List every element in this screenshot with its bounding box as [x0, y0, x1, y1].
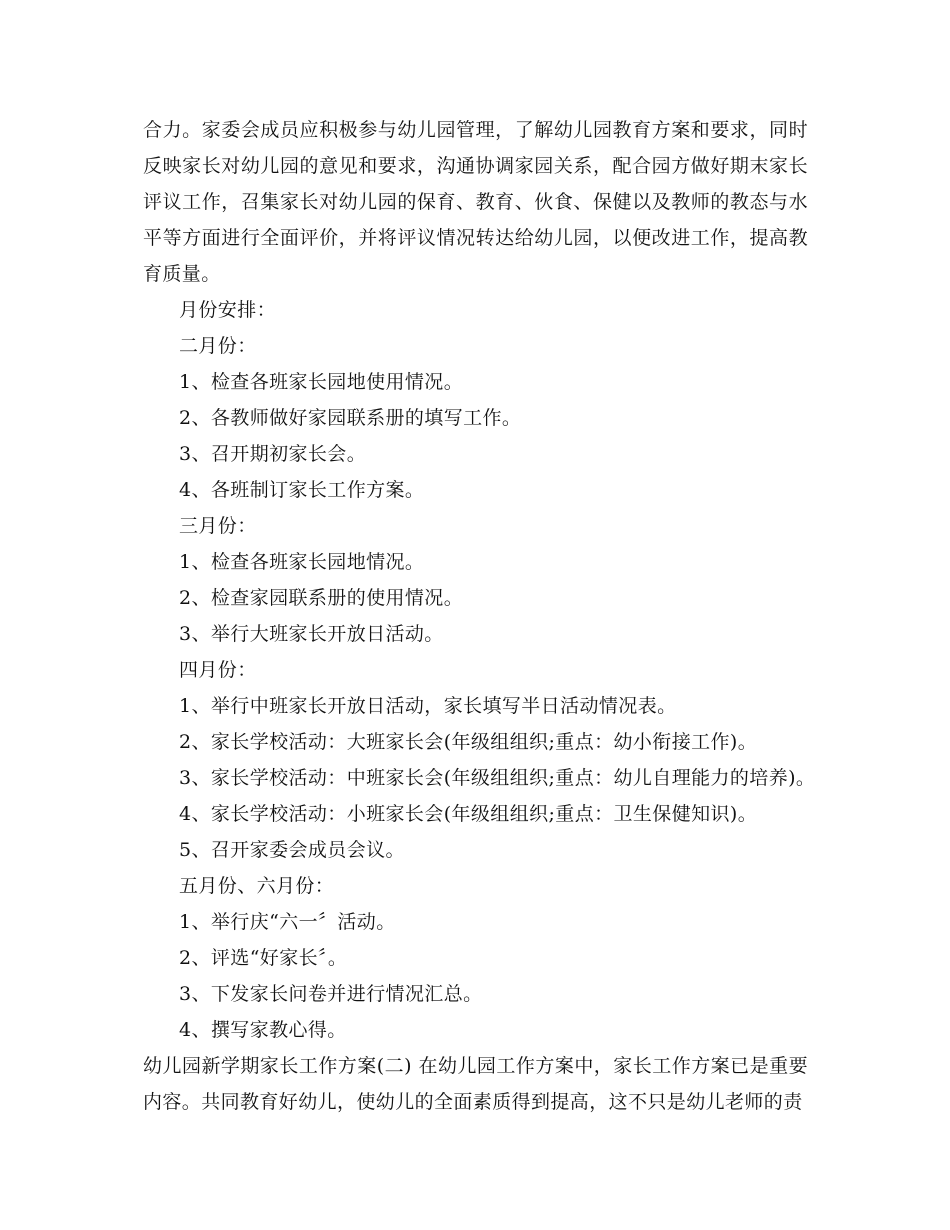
list-item: 5、召开家委会成员会议。 — [179, 839, 405, 861]
section-two-title: 幼儿园新学期家长工作方案(二) — [143, 1055, 412, 1077]
list-item: 3、召开期初家长会。 — [179, 443, 367, 465]
month-title-may-june: 五月份、六月份： — [179, 875, 335, 897]
section-two-paragraph — [143, 1048, 808, 1120]
list-item: 2、家长学校活动：大班家长会(年级组组织;重点：幼小衔接工作)。 — [179, 731, 758, 753]
list-item: 3、举行大班家长开放日活动。 — [179, 623, 444, 645]
list-item: 3、下发家长问卷并进行情况汇总。 — [179, 983, 483, 1005]
list-item: 4、家长学校活动：小班家长会(年级组组织;重点：卫生保健知识)。 — [179, 803, 758, 825]
list-item: 4、各班制订家长工作方案。 — [179, 479, 425, 501]
month-title-march: 三月份： — [179, 515, 257, 537]
list-item: 1、检查各班家长园地情况。 — [179, 551, 425, 573]
list-item: 2、检查家园联系册的使用情况。 — [179, 587, 464, 609]
list-item: 1、举行中班家长开放日活动，家长填写半日活动情况表。 — [179, 695, 677, 717]
list-item: 4、撰写家教心得。 — [179, 1019, 347, 1041]
list-item: 1、举行庆“六一〞活动。 — [179, 911, 396, 933]
list-item: 1、检查各班家长园地使用情况。 — [179, 371, 464, 393]
list-item: 3、家长学校活动：中班家长会(年级组组织;重点：幼儿自理能力的培养)。 — [179, 767, 816, 789]
intro-paragraph: 合力。家委会成员应积极参与幼儿园管理，了解幼儿园教育方案和要求，同时反映家长对幼儿园的意见和要求，沟通协调家园关系，配合园方做好期末家长评议工作，召集家长对幼儿园的保育、教育、伙食、保健以及教师的教态与水平等方面进行全面评价，并将评议情况转达给幼儿园，以便改进工作，提高教育质量。 — [143, 119, 808, 285]
schedule-heading: 月份安排： — [179, 299, 277, 321]
list-item: 2、评选“好家长〞。 — [179, 947, 348, 969]
month-title-april: 四月份： — [179, 659, 257, 681]
section-two-text: 在幼儿园工作方案中，家长工作方案已是重要内容。共同教育好幼儿，使幼儿的全面素质得到提高，这不只是幼儿老师的责 — [143, 1055, 808, 1113]
document-body — [143, 112, 816, 1120]
month-title-february: 二月份： — [179, 335, 257, 357]
list-item: 2、各教师做好家园联系册的填写工作。 — [179, 407, 522, 429]
